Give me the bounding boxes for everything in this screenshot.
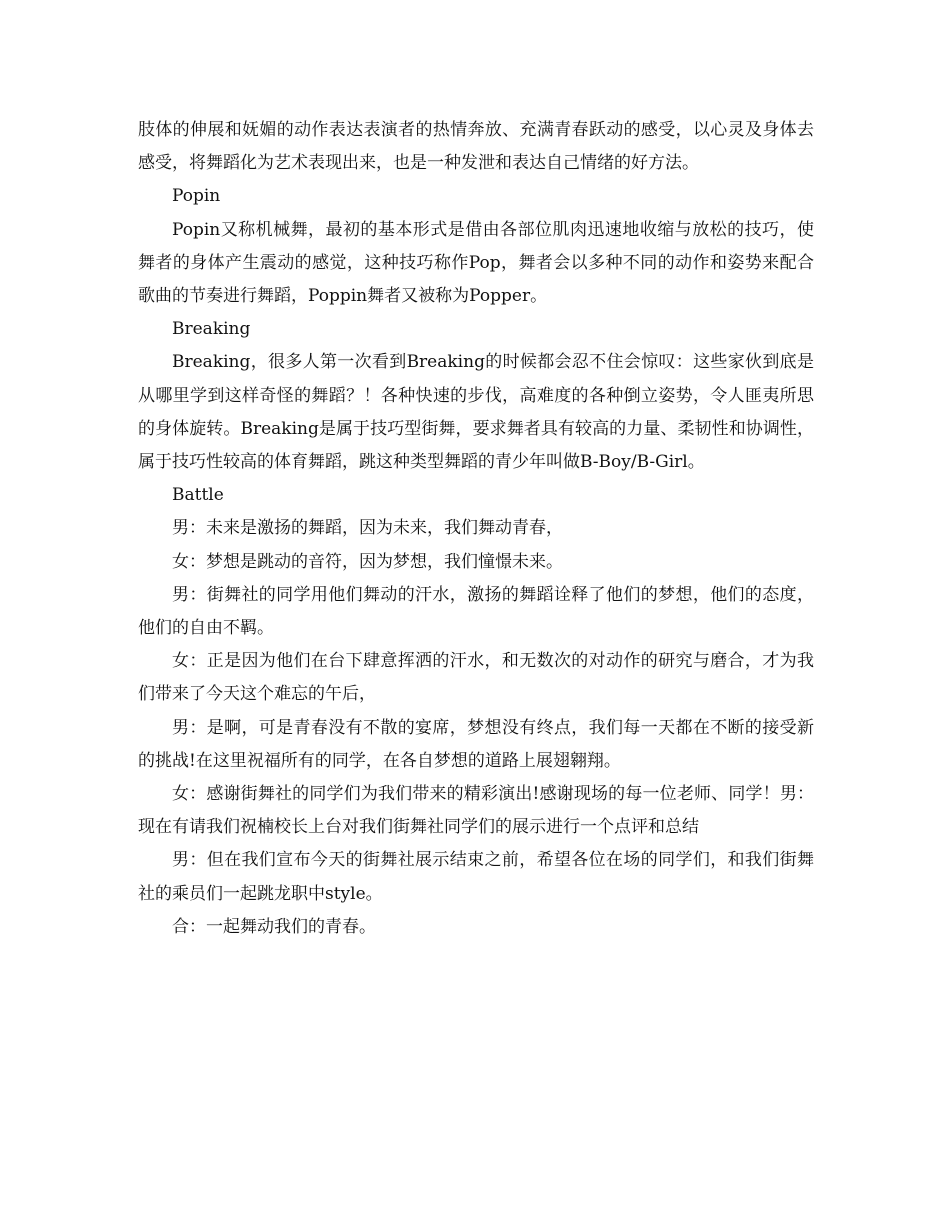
dialogue-line: 男：街舞社的同学用他们舞动的汗水，激扬的舞蹈诠释了他们的梦想，他们的态度，他们的自由不羁。 xyxy=(138,584,814,639)
heading-battle: Battle xyxy=(172,485,224,506)
heading-breaking: Breaking xyxy=(172,319,251,340)
dialogue-line: 女：正是因为他们在台下肆意挥洒的汗水，和无数次的对动作的研究与磨合，才为我们带来了今天这个难忘的午后， xyxy=(138,651,814,705)
paragraph-popin: Popin又称机械舞，最初的基本形式是借由各部位肌肉迅速地收缩与放松的技巧，使舞者的身体产生震动的感觉，这种技巧称作Pop，舞者会以多种不同的动作和姿势来配合歌曲的节奏进行舞蹈，Poppin舞者又被称为Popper。 xyxy=(138,219,814,307)
dialogue-line: 男：是啊，可是青春没有不散的宴席，梦想没有终点，我们每一天都在不断的接受新的挑战!在这里祝福所有的同学，在各自梦想的道路上展翅翱翔。 xyxy=(138,717,814,771)
dialogue-line: 女：梦想是跳动的音符，因为梦想，我们憧憬未来。 xyxy=(172,551,563,572)
dialogue-line-closing: 合：一起舞动我们的青春。 xyxy=(172,916,376,937)
dialogue-line: 男：未来是激扬的舞蹈，因为未来，我们舞动青春， xyxy=(172,518,563,539)
dialogue-line: 男：但在我们宣布今天的街舞社展示结束之前，希望各位在场的同学们，和我们街舞社的乘员们一起跳龙职中style。 xyxy=(138,850,814,904)
heading-popin: Popin xyxy=(172,186,221,207)
paragraph-intro-continued: 肢体的伸展和妩媚的动作表达表演者的热情奔放、充满青春跃动的感受，以心灵及身体去感受，将舞蹈化为艺术表现出来，也是一种发泄和表达自己情绪的好方法。 xyxy=(138,120,814,174)
paragraph-breaking: Breaking，很多人第一次看到Breaking的时候都会忍不住会惊叹：这些家伙到底是从哪里学到这样奇怪的舞蹈？！各种快速的步伐，高难度的各种倒立姿势，令人匪夷所思的身体旋转。Breaking是属于技巧型街舞，要求舞者具有较高的力量、柔韧性和协调性，属于技巧性较高的体育舞蹈，跳这种类型舞蹈的青少年叫做B-Boy/B-Girl。 xyxy=(138,352,814,473)
dialogue-line: 女：感谢街舞社的同学们为我们带来的精彩演出!感谢现场的每一位老师、同学！男：现在有请我们祝楠校长上台对我们街舞社同学们的展示进行一个点评和总结 xyxy=(138,784,814,838)
document-page xyxy=(138,114,814,944)
